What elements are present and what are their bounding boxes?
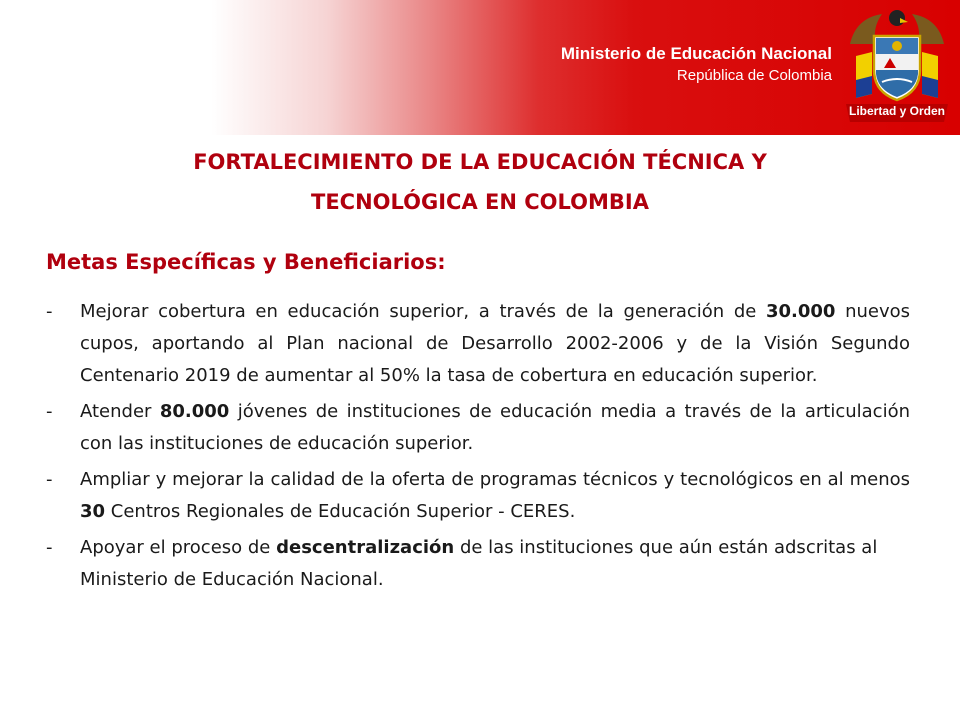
goal-highlight: 30.000 [765,301,836,322]
goal-text: Mejorar cobertura en educación superior, a través de la generación de [80,301,766,322]
goal-text: nuevos cupos, aportando al Plan nacional de Desarrollo 2002-2006 y de la Visión Segundo Centenario 2019 de aumentar al 50% la tasa de cobertura en educación superior. [80,301,911,386]
list-item [46,296,910,392]
ministry-name: Ministerio de Educación Nacional [560,44,832,63]
page-title-line-1: FORTALECIMIENTO DE LA EDUCACIÓN TÉCNICA Y [193,150,767,174]
goal-text: Apoyar el proceso de [80,537,277,558]
list-dash: - [46,301,53,322]
list-dash: - [46,469,53,490]
list-item [46,464,910,528]
goal-text: Centros Regionales de Educación Superior - CERES. [105,501,576,522]
goals-list [46,296,910,600]
list-item [46,396,910,460]
goal-text: de las instituciones que aún están adscritas al Ministerio de Educación Nacional. [80,537,878,590]
list-dash: - [46,401,53,422]
page-title-line-2: TECNOLÓGICA EN COLOMBIA [311,190,649,214]
goal-highlight: 30 [80,501,106,522]
section-heading: Metas Específicas y Beneficiarios: [46,250,446,274]
goal-highlight: descentralización [276,537,455,558]
ministry-block [561,44,832,86]
goal-text: Atender [80,401,160,422]
seal-motto: Libertad y Orden [848,104,946,118]
country-name: República de Colombia [676,67,832,84]
goal-text: jóvenes de instituciones de educación media a través de la articulación con las instituciones de educación superior. [80,401,910,454]
page-title [80,142,880,222]
list-item [46,532,910,596]
list-dash: - [46,537,53,558]
goal-text: Ampliar y mejorar la calidad de la oferta de programas técnicos y tecnológicos en al menos [80,469,910,490]
goal-highlight: 80.000 [159,401,230,422]
